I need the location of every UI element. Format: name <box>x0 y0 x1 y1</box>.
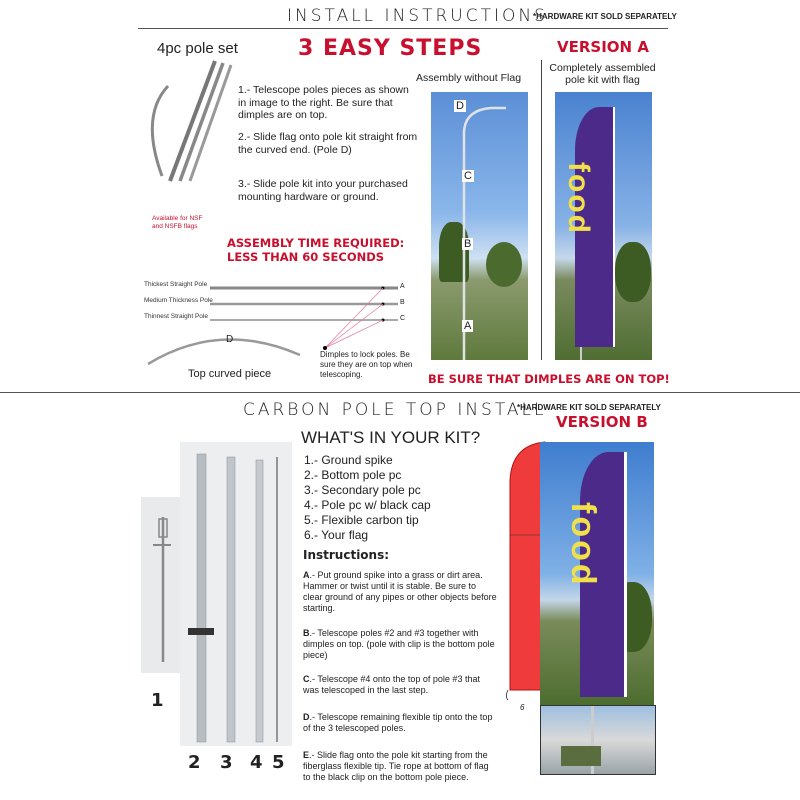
clip-inset-photo <box>540 705 656 775</box>
photo-divider <box>541 60 542 360</box>
item-number-2: 2 <box>188 752 201 773</box>
carbon-flag-photo <box>540 442 654 705</box>
curved-letter-d: D <box>226 334 234 345</box>
easy-steps-title: 3 EASY STEPS <box>298 36 483 61</box>
item-number-3: 3 <box>220 752 233 773</box>
instruction-letter: A <box>303 570 310 580</box>
step-2: 2.- Slide flag onto pole kit straight from the curved end. (Pole D) <box>238 131 418 156</box>
pole-set-label: 4pc pole set <box>157 40 238 57</box>
dimples-warning: BE SURE THAT DIMPLES ARE ON TOP! <box>428 372 670 386</box>
instruction-b <box>303 628 498 661</box>
instruction-d <box>303 712 498 734</box>
kit-title: WHAT'S IN YOUR KIT? <box>301 428 481 447</box>
dimples-note: Dimples to lock poles. Be sure they are on top when telescoping. <box>320 350 413 379</box>
pole-b-label: Medium Thickness Pole <box>144 297 213 304</box>
ground-spike-photo <box>141 497 181 673</box>
kit-item: 2.- Bottom pole pc <box>304 468 402 482</box>
photo-letter-c: C <box>464 170 472 182</box>
carbon-pole-title: CARBON POLE TOP INSTALL <box>243 400 547 420</box>
hardware-note-bottom: *HARDWARE KIT SOLD SEPARATELY <box>517 403 661 412</box>
instruction-a <box>303 570 498 614</box>
instruction-letter: C <box>303 674 310 684</box>
instruction-text: .- Telescope #4 onto the top of pole #3 that was telescoped in the last step. <box>303 674 480 695</box>
instruction-text: .- Put ground spike into a grass or dirt area. Hammer or twist until it is stable. Be sure to clear ground of any pipes or other objects before starting. <box>303 570 497 613</box>
top-curved-label: Top curved piece <box>188 368 272 380</box>
instruction-text: .- Slide flag onto the pole kit starting from the fiberglass flexible tip. Tie rope at bottom of flag to the black clip on the bottom pole piece. <box>303 750 489 782</box>
available-note: Available for NSF and NSFB flags <box>152 215 203 230</box>
instruction-c <box>303 674 498 696</box>
pole-a-label: Thickest Straight Pole <box>144 281 208 288</box>
pole-set-icon <box>140 56 240 186</box>
flag-word: food <box>562 162 595 235</box>
letter-a: A <box>400 283 405 290</box>
letter-b: B <box>400 299 405 306</box>
kit-list <box>304 453 431 543</box>
kit-item: 5.- Flexible carbon tip <box>304 513 419 527</box>
header-rule <box>138 28 668 29</box>
pole-c-label: Thinnest Straight Pole <box>144 313 208 320</box>
photo-letter-b: B <box>464 238 472 250</box>
hardware-note: *HARDWARE KIT SOLD SEPARATELY <box>533 12 677 21</box>
assembly-without-flag-label: Assembly without Flag <box>416 72 522 84</box>
assembled-label: Completely assembled pole kit with flag <box>549 62 656 86</box>
item-number-4: 4 <box>250 752 263 773</box>
instructions-title: Instructions: <box>303 548 390 562</box>
assembly-time-line1: ASSEMBLY TIME REQUIRED: <box>227 236 405 250</box>
instruction-letter: D <box>303 712 310 722</box>
flag-number-6: 6 <box>520 703 525 712</box>
assembly-time-line2: LESS THAN 60 SECONDS <box>227 250 385 264</box>
item-number-5: 5 <box>272 752 285 773</box>
flag-word-bottom: food <box>564 502 602 588</box>
assembled-flag-photo <box>555 92 652 360</box>
instruction-text: .- Telescope poles #2 and #3 together with dimples on top. (pole with clip is the bottom pole piece) <box>303 628 495 660</box>
instruction-e <box>303 750 498 783</box>
photo-letter-a: A <box>464 320 472 332</box>
instruction-letter: E <box>303 750 310 760</box>
poles-photo <box>180 442 292 746</box>
instruction-letter: B <box>303 628 310 638</box>
letter-c: C <box>400 315 406 322</box>
kit-item: 1.- Ground spike <box>304 453 393 467</box>
version-b-label: VERSION B <box>556 413 648 431</box>
kit-item: 3.- Secondary pole pc <box>304 483 421 497</box>
install-instructions-title: INSTALL INSTRUCTIONS <box>287 6 548 26</box>
instruction-text: .- Telescope remaining flexible tip onto the top of the 3 telescoped poles. <box>303 712 493 733</box>
photo-letter-d: D <box>456 100 464 112</box>
step-3: 3.- Slide pole kit into your purchased mounting hardware or ground. <box>238 178 408 203</box>
step-1: 1.- Telescope poles pieces as shown in image to the right. Be sure that dimples are on top. <box>238 84 409 121</box>
section-divider <box>0 392 800 393</box>
kit-item: 4.- Pole pc w/ black cap <box>304 498 431 512</box>
item-number-1: 1 <box>151 690 164 711</box>
pole-assembly-photo <box>431 92 528 360</box>
kit-item: 6.- Your flag <box>304 528 369 542</box>
version-a-label: VERSION A <box>557 38 649 56</box>
